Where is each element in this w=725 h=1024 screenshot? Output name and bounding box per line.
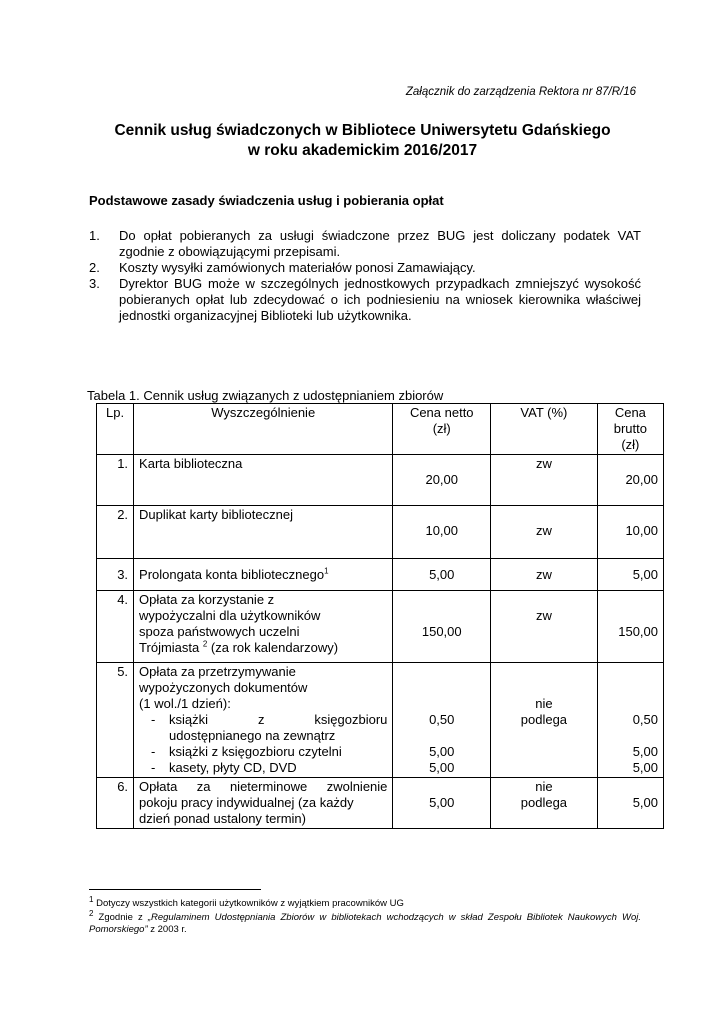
row-gross-price <box>597 663 663 778</box>
table-row <box>97 506 664 559</box>
list-item-number: 3. <box>89 276 100 291</box>
description-line: dzień ponad ustalony termin) <box>139 811 306 826</box>
principles-heading: Podstawowe zasady świadczenia usług i pobierania opłat <box>89 193 444 208</box>
vat-value: zw <box>535 608 552 623</box>
gross-value: 5,00 <box>632 744 658 759</box>
row-gross-price <box>597 778 663 829</box>
header-gross-price <box>597 404 663 455</box>
header-net-price <box>393 404 491 455</box>
vat-value: zw <box>535 523 552 538</box>
sub-item-text: kasety, płyty CD, DVD <box>169 760 297 775</box>
title-line-2: w roku akademickim 2016/2017 <box>247 142 478 159</box>
header-lp: Lp. <box>97 404 134 455</box>
row-vat: zw <box>491 455 598 506</box>
row-gross-price: 5,00 <box>597 559 663 591</box>
footnote-ref: 1 <box>324 566 329 576</box>
description-line: wypożyczonych dokumentów <box>139 680 308 695</box>
description-line <box>139 640 387 656</box>
row-number: 4. <box>97 591 134 663</box>
table-row <box>97 559 664 591</box>
table-header-row <box>97 404 664 455</box>
sub-item-dash: - <box>151 712 156 727</box>
vat-value: nie <box>535 779 553 794</box>
row-number: 1. <box>97 455 134 506</box>
description-line: Opłata za nieterminowe zwolnienie <box>139 779 388 794</box>
list-item <box>89 260 641 276</box>
table-row <box>97 663 664 778</box>
annex-reference: Załącznik do zarządzenia Rektora nr 87/R/16 <box>405 86 636 98</box>
row-vat <box>491 663 598 778</box>
table-row <box>97 778 664 829</box>
net-value: 20,00 <box>425 472 459 487</box>
sub-item <box>139 760 387 776</box>
net-value: 150,00 <box>421 624 462 639</box>
price-table <box>96 403 664 829</box>
footnote-text: Zgodnie z <box>98 912 148 923</box>
sub-item-dash: - <box>151 744 156 759</box>
list-item-text: Koszty wysyłki zamówionych materiałów ponosi Zamawiający. <box>119 260 476 275</box>
row-vat <box>491 778 598 829</box>
sub-item-text: książki z księgozbioru czytelni <box>169 744 342 759</box>
row-vat <box>491 506 598 559</box>
sub-item-text <box>169 712 387 744</box>
list-item-number: 2. <box>89 260 100 275</box>
gross-value: 150,00 <box>618 624 658 639</box>
description-text: Prolongata konta bibliotecznego <box>139 566 325 582</box>
row-description <box>134 778 393 829</box>
row-number: 5. <box>97 663 134 778</box>
row-description <box>134 559 393 591</box>
header-gross-line1: Cena <box>614 405 646 420</box>
table-caption: Tabela 1. Cennik usług związanych z udostępnianiem zbiorów <box>87 388 444 403</box>
net-value: 5,00 <box>429 744 455 759</box>
description-line: (1 wol./1 dzień): <box>139 696 231 711</box>
gross-value: 0,50 <box>632 712 658 727</box>
row-gross-price <box>597 591 663 663</box>
row-vat: zw <box>491 559 598 591</box>
row-number: 3. <box>97 559 134 591</box>
header-vat: VAT (%) <box>491 404 598 455</box>
description-text: Trójmiasta <box>139 640 203 655</box>
footnote-separator <box>89 889 261 890</box>
net-value: 5,00 <box>429 795 455 810</box>
list-item-text: Do opłat pobieranych za usługi świadczone przez BUG jest doliczany podatek VAT zgodnie z obowiązującymi przepisami. <box>119 228 641 259</box>
list-item <box>89 276 641 324</box>
row-description: Karta biblioteczna <box>134 455 393 506</box>
description-line: Opłata za przetrzymywanie <box>139 664 296 679</box>
principles-list <box>89 228 641 324</box>
table-row <box>97 591 664 663</box>
row-vat <box>491 591 598 663</box>
footnote-text: z 2003 r. <box>147 924 187 935</box>
sub-item-dash: - <box>151 760 156 775</box>
sub-item-line: udostępnianego na zewnątrz <box>169 728 336 743</box>
description-line: Opłata za korzystanie z <box>139 592 275 607</box>
row-gross-price <box>597 455 663 506</box>
header-net-line2: (zł) <box>432 421 451 436</box>
row-gross-price <box>597 506 663 559</box>
description-line: spoza państwowych uczelni <box>139 624 300 639</box>
row-number: 2. <box>97 506 134 559</box>
row-net-price <box>393 591 491 663</box>
footnote-ref: 2 <box>202 639 208 649</box>
sub-item <box>139 712 387 744</box>
footnote-text: Dotyczy wszystkich kategorii użytkowników z wyjątkiem pracowników UG <box>96 898 404 909</box>
list-item-number: 1. <box>89 228 100 243</box>
row-net-price <box>393 455 491 506</box>
header-gross-line3: (zł) <box>621 437 640 452</box>
sub-item-line: książki z księgozbioru <box>169 712 388 727</box>
header-net-line1: Cena netto <box>409 405 474 420</box>
row-description <box>134 663 393 778</box>
gross-value: 5,00 <box>632 795 658 810</box>
footnote-1 <box>89 894 641 910</box>
description-line: pokoju pracy indywidualnej (za każdy <box>139 795 354 810</box>
gross-value: 5,00 <box>632 760 658 775</box>
row-number: 6. <box>97 778 134 829</box>
gross-value: 10,00 <box>625 523 658 538</box>
net-value: 10,00 <box>425 523 459 538</box>
row-net-price <box>393 663 491 778</box>
document-title <box>60 121 665 161</box>
gross-value: 20,00 <box>625 472 658 487</box>
footnote-mark: 2 <box>89 908 94 918</box>
vat-value: nie <box>535 696 553 711</box>
row-net-price: 5,00 <box>393 559 491 591</box>
row-net-price <box>393 506 491 559</box>
net-value: 5,00 <box>429 760 455 775</box>
header-description: Wyszczególnienie <box>134 404 393 455</box>
net-value: 0,50 <box>429 712 455 727</box>
vat-value: podlega <box>520 712 568 727</box>
row-description: Duplikat karty bibliotecznej <box>134 506 393 559</box>
list-item-text: Dyrektor BUG może w szczególnych jednostkowych przypadkach zmniejszyć wysokość pobieranych opłat lub zdecydować o ich podniesieniu na wniosek kierownika właściwej jednostki organizacyjnej Biblioteki lub użytkownika. <box>119 276 641 323</box>
footnote-citation: „Regulaminem Udostępniania Zbiorów w bibliotekach wchodzących w skład Zespołu Bibliotek Naukowych Woj. Pomorskiego” <box>89 912 641 935</box>
sub-item <box>139 744 387 760</box>
vat-value: podlega <box>520 795 568 810</box>
header-gross-line2: brutto <box>613 421 647 436</box>
row-net-price <box>393 778 491 829</box>
table-row <box>97 455 664 506</box>
footnotes <box>89 894 641 938</box>
description-text: (za rok kalendarzowy) <box>207 640 339 655</box>
row-description <box>134 591 393 663</box>
list-item <box>89 228 641 260</box>
footnote-2 <box>89 908 641 936</box>
footnote-mark: 1 <box>89 894 94 904</box>
title-line-1: Cennik usług świadczonych w Bibliotece Uniwersytetu Gdańskiego <box>114 122 611 139</box>
description-line: wypożyczalni dla użytkowników <box>139 608 321 623</box>
